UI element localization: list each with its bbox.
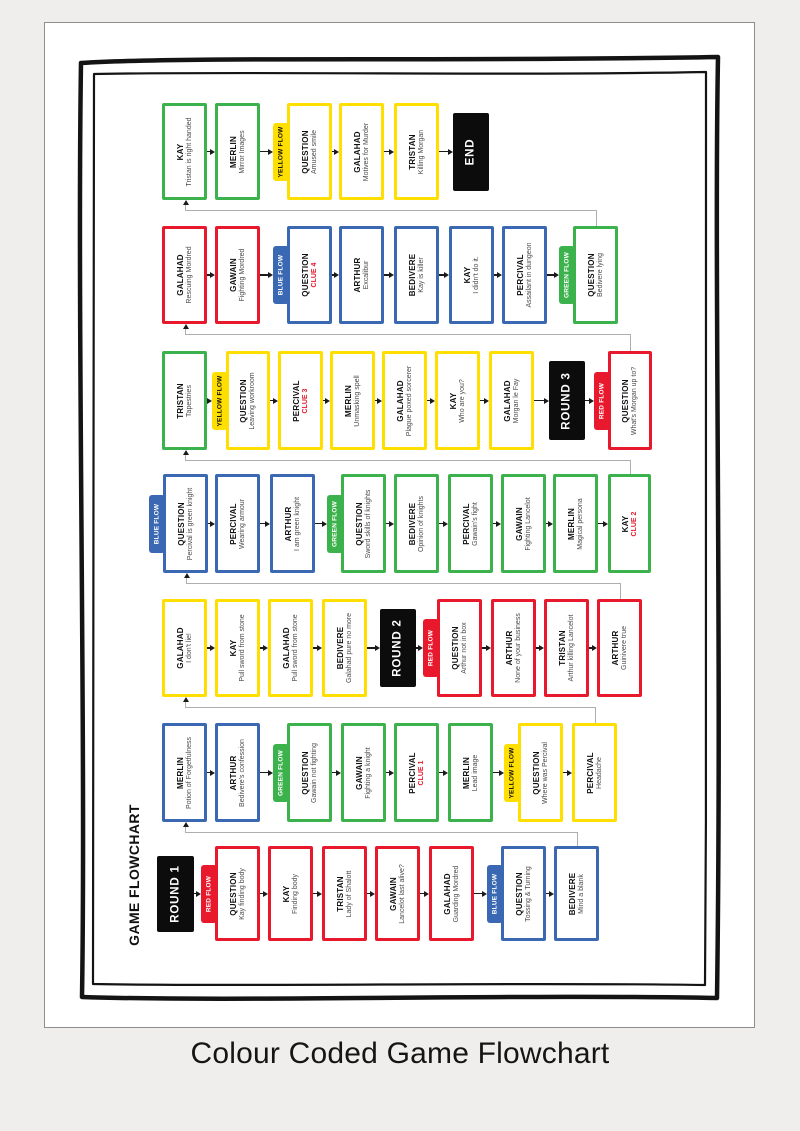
node-name: ARTHUR — [610, 630, 620, 666]
node-text — [587, 229, 605, 321]
node-name: END — [464, 138, 477, 166]
node-tristan — [162, 351, 207, 450]
node-text — [611, 602, 629, 694]
node-subtitle: Wearing armour — [238, 498, 246, 549]
node-galahad — [339, 103, 384, 200]
flow-tag-text — [206, 867, 213, 921]
node-tristan — [394, 103, 439, 200]
node-subtitle: Leaving workroom — [249, 371, 256, 430]
node-subtitle: Kay is killer — [417, 257, 425, 293]
round-round-2 — [380, 609, 416, 687]
node-subtitle: Unmasking spell — [353, 374, 361, 427]
node-merlin — [553, 474, 598, 573]
node-subtitle: CLUE 1 — [417, 760, 425, 785]
node-text — [503, 354, 521, 447]
image-caption: Colour Coded Game Flowchart — [190, 1037, 610, 1070]
flow-tag-label: RED FLOW — [598, 382, 606, 420]
node-name: MERLIN — [175, 756, 185, 789]
node-text — [621, 354, 639, 447]
node-text — [392, 612, 405, 684]
node-text — [451, 602, 469, 694]
node-subtitle: Potion of Forgetfulness — [185, 736, 193, 809]
node-subtitle: Killing Morgan — [417, 129, 425, 174]
node-percival — [215, 474, 260, 573]
node-text — [229, 602, 247, 694]
node-name: GALAHAD — [175, 254, 185, 296]
row-connector-horizontal — [185, 210, 597, 211]
node-tristan — [322, 846, 367, 941]
node-subtitle: Lady of Shalott — [345, 870, 353, 917]
node-name: KAY — [448, 392, 458, 409]
node-text — [561, 364, 574, 437]
node-subtitle: Excalibur — [362, 260, 370, 290]
flow-tag-blue-flow — [149, 495, 165, 553]
node-name: ARTHUR — [228, 755, 238, 790]
end-end — [453, 113, 489, 191]
node-subtitle: Assailant in dungeon — [525, 242, 533, 308]
node-name: ARTHUR — [504, 630, 514, 666]
node-name: PERCIVAL — [407, 751, 417, 794]
node-subtitle: I don't lie! — [185, 633, 193, 663]
flow-tag-red-flow — [201, 865, 217, 923]
node-name: MERLIN — [228, 135, 238, 168]
row-connector-vertical-dst — [185, 455, 186, 461]
node-name: TRISTAN — [407, 133, 417, 170]
arrow-up-icon — [183, 450, 189, 455]
node-subtitle: Tossing & Turning — [524, 865, 532, 922]
flow-tag-blue-flow — [487, 865, 503, 923]
node-text — [229, 477, 247, 570]
node-name: QUESTION — [228, 871, 238, 916]
row-connector-vertical-src — [596, 210, 597, 226]
round-round-3 — [549, 361, 585, 440]
node-text — [408, 477, 426, 570]
row-connector-vertical-dst — [185, 329, 186, 335]
node-name: GALAHAD — [395, 379, 405, 422]
node-text — [408, 726, 426, 819]
flow-tag-blue-flow — [273, 246, 289, 304]
node-question — [287, 723, 332, 822]
node-name: GALAHAD — [442, 872, 452, 915]
node-name: GALAHAD — [352, 130, 362, 173]
node-name: QUESTION — [176, 501, 186, 546]
node-text — [462, 726, 480, 819]
node-subtitle: Magical persona — [576, 497, 584, 550]
flow-tag-green-flow — [559, 246, 575, 304]
node-subtitle: I didn't do it. — [472, 256, 480, 294]
node-name: ARTHUR — [352, 257, 362, 293]
node-name: PERCIVAL — [291, 379, 301, 422]
node-subtitle: Tapestries — [185, 384, 193, 417]
node-name: QUESTION — [300, 129, 310, 174]
node-subtitle: Who are you? — [458, 378, 466, 423]
node-text — [355, 726, 373, 819]
node-name: ARTHUR — [283, 506, 293, 541]
node-text — [463, 229, 481, 321]
node-name: BEDIVERE — [335, 626, 345, 670]
node-name: PERCIVAL — [228, 502, 238, 545]
node-text — [169, 859, 182, 929]
node-text — [301, 726, 319, 819]
flow-tag-label: YELLOW FLOW — [216, 375, 224, 427]
node-text — [336, 849, 354, 938]
row-connector-horizontal — [185, 460, 631, 461]
node-text — [408, 106, 426, 197]
flow-tag-label: RED FLOW — [205, 875, 213, 913]
node-arthur — [491, 599, 536, 697]
flow-tag-text — [332, 497, 339, 551]
node-name: TRISTAN — [335, 875, 345, 912]
node-name: QUESTION — [354, 501, 364, 546]
node-gawain — [501, 474, 546, 573]
arrow-up-icon — [183, 324, 189, 329]
node-percival — [278, 351, 323, 450]
node-merlin — [448, 723, 493, 822]
node-name: QUESTION — [514, 871, 524, 916]
node-question — [437, 599, 482, 697]
node-name: KAY — [175, 143, 185, 160]
node-subtitle: Guarding Mordred — [452, 865, 460, 922]
node-text — [353, 106, 371, 197]
node-subtitle: CLUE 4 — [310, 262, 318, 288]
node-name: QUESTION — [300, 253, 310, 297]
node-kay — [215, 599, 260, 697]
node-name: ROUND 3 — [560, 371, 573, 430]
arrow-up-icon — [183, 200, 189, 205]
node-kay — [435, 351, 480, 450]
row-connector-horizontal — [185, 707, 596, 708]
flow-tag-label: YELLOW FLOW — [508, 747, 516, 799]
flow-tag-text — [599, 374, 606, 428]
node-subtitle: Rescuing Mordred — [185, 246, 193, 304]
row-connector-vertical-src — [630, 334, 631, 351]
node-galahad — [268, 599, 313, 697]
node-subtitle: Bedivere's confession — [238, 738, 246, 807]
node-subtitle: Percival is green knight — [186, 487, 194, 560]
node-text — [389, 849, 407, 938]
node-subtitle: Bedivere lying — [596, 253, 604, 297]
node-name: QUESTION — [621, 378, 630, 423]
node-name: PERCIVAL — [461, 502, 471, 545]
flow-tag-text — [509, 746, 516, 800]
node-name: GALAHAD — [502, 379, 512, 422]
node-subtitle: I am green knight — [293, 496, 301, 551]
node-text — [355, 477, 373, 570]
node-kay — [608, 474, 651, 573]
node-text — [408, 229, 426, 321]
flow-tag-text — [492, 867, 499, 921]
node-subtitle: Arthur killing Lancelot — [567, 614, 575, 682]
node-question — [501, 846, 546, 941]
node-gawain — [215, 226, 260, 324]
flow-tag-red-flow — [594, 372, 610, 430]
node-subtitle: Arthur not in box — [460, 622, 468, 674]
node-name: BEDIVERE — [407, 502, 417, 545]
node-text — [301, 229, 319, 321]
row-connector-horizontal — [185, 832, 578, 833]
node-arthur — [215, 723, 260, 822]
flow-tag-text — [154, 497, 161, 551]
node-text — [176, 354, 194, 447]
node-name: PERCIVAL — [585, 751, 595, 794]
flow-tag-label: YELLOW FLOW — [277, 126, 285, 178]
node-subtitle: Mind a blank — [577, 873, 585, 914]
node-percival — [572, 723, 617, 822]
node-subtitle: Kay finding body — [238, 867, 246, 920]
node-kay — [162, 103, 207, 200]
flow-tag-green-flow — [327, 495, 343, 553]
node-text — [336, 602, 354, 694]
flow-tag-yellow-flow — [212, 372, 228, 430]
flow-tag-yellow-flow — [273, 123, 289, 181]
node-name: PERCIVAL — [515, 254, 525, 296]
node-galahad — [489, 351, 534, 450]
row-connector-vertical-src — [595, 707, 596, 723]
node-merlin — [330, 351, 375, 450]
node-arthur — [270, 474, 315, 573]
row-connector-vertical-dst — [185, 702, 186, 708]
node-subtitle: Amused smile — [310, 129, 318, 174]
flow-tag-text — [278, 248, 285, 302]
flow-tag-text — [217, 374, 224, 428]
node-subtitle: Fighting a knight — [364, 746, 372, 799]
arrow-up-icon — [184, 573, 190, 578]
node-name: QUESTION — [300, 750, 310, 795]
flowchart-title-text: GAME FLOWCHART — [126, 804, 142, 946]
node-subtitle: Headache — [595, 756, 603, 789]
node-text — [505, 602, 523, 694]
node-subtitle: Sword skills of knights — [364, 489, 372, 558]
node-question — [573, 226, 618, 324]
node-text — [396, 354, 414, 447]
node-percival — [502, 226, 547, 324]
flow-tag-label: GREEN FLOW — [277, 749, 285, 797]
node-subtitle: Tristan is right handed — [185, 117, 193, 186]
node-kay — [449, 226, 494, 324]
flow-tag-label: BLUE FLOW — [491, 873, 499, 915]
node-subtitle: Where was Percival — [541, 741, 549, 804]
node-name: KAY — [462, 266, 472, 284]
node-name: GAWAIN — [354, 755, 364, 790]
node-question — [287, 226, 332, 324]
node-subtitle: Finding body — [291, 873, 299, 914]
node-subtitle: Lancelot last alive? — [398, 863, 406, 924]
node-name: MERLIN — [343, 384, 353, 417]
node-subtitle: None of your business — [514, 613, 522, 683]
node-name: GAWAIN — [228, 258, 238, 292]
node-text — [176, 106, 194, 197]
node-text — [586, 726, 604, 819]
node-text — [229, 726, 247, 819]
node-galahad — [429, 846, 474, 941]
node-text — [176, 229, 194, 321]
node-subtitle: Plague poxed sorcerer — [405, 365, 413, 436]
node-galahad — [162, 226, 207, 324]
node-name: BEDIVERE — [567, 872, 577, 915]
node-text — [558, 602, 576, 694]
node-question — [215, 846, 260, 941]
node-text — [282, 849, 300, 938]
row-connector-vertical-dst — [185, 205, 186, 211]
flow-tag-text — [278, 746, 285, 800]
node-name: TRISTAN — [557, 630, 567, 666]
node-question — [341, 474, 386, 573]
node-arthur — [597, 599, 642, 697]
node-subtitle: CLUE 2 — [630, 511, 638, 536]
node-name: GALAHAD — [281, 627, 291, 669]
node-text — [567, 477, 585, 570]
node-name: QUESTION — [586, 253, 596, 297]
node-galahad — [382, 351, 427, 450]
node-text — [229, 229, 247, 321]
node-text — [176, 726, 194, 819]
node-gawain — [341, 723, 386, 822]
node-text — [301, 106, 319, 197]
node-text — [462, 477, 480, 570]
node-name: ROUND 2 — [391, 619, 404, 677]
node-name: GAWAIN — [388, 876, 398, 911]
row-connector-horizontal — [185, 334, 631, 335]
node-name: QUESTION — [450, 626, 460, 670]
node-name: GAWAIN — [514, 506, 524, 541]
node-text — [515, 477, 533, 570]
node-text — [229, 106, 247, 197]
flow-tag-text — [428, 621, 435, 675]
node-subtitle: Motives for Murder — [362, 122, 370, 181]
node-name: KAY — [281, 885, 291, 902]
row-connector-vertical-src — [577, 832, 578, 846]
node-name: ROUND 1 — [169, 865, 181, 923]
node-name: MERLIN — [461, 756, 471, 789]
node-text — [443, 849, 461, 938]
node-percival — [394, 723, 439, 822]
node-subtitle: Gawain not fighting — [310, 742, 318, 803]
flow-tag-label: BLUE FLOW — [277, 254, 285, 296]
node-subtitle: Fighting Mordred — [238, 248, 246, 302]
node-question — [287, 103, 332, 200]
node-text — [532, 726, 550, 819]
node-merlin — [162, 723, 207, 822]
node-text — [449, 354, 467, 447]
node-name: KAY — [620, 515, 630, 532]
node-text — [282, 602, 300, 694]
node-percival — [448, 474, 493, 573]
node-name: KAY — [228, 639, 238, 657]
node-name: QUESTION — [239, 378, 248, 423]
node-name: MERLIN — [566, 507, 576, 540]
node-text — [344, 354, 362, 447]
node-subtitle: Fighting Lancelot — [524, 496, 532, 551]
node-kay — [268, 846, 313, 941]
node-text — [239, 354, 257, 447]
node-text — [177, 477, 195, 570]
node-galahad — [162, 599, 207, 697]
node-subtitle: Pull sword from stone — [291, 614, 299, 682]
node-subtitle: What's Morgan up to? — [631, 366, 638, 435]
flow-tag-label: GREEN FLOW — [331, 500, 339, 548]
node-question — [518, 723, 563, 822]
node-bedivere — [322, 599, 367, 697]
node-gawain — [375, 846, 420, 941]
flow-tag-label: BLUE FLOW — [153, 503, 161, 545]
node-subtitle: Galahad pure no more — [345, 612, 353, 684]
flow-tag-text — [564, 248, 571, 302]
flow-tag-label: GREEN FLOW — [563, 251, 571, 299]
node-subtitle: Gawain's fight — [471, 501, 479, 546]
arrow-up-icon — [183, 697, 189, 702]
node-text — [292, 354, 310, 447]
node-question — [226, 351, 270, 450]
node-arthur — [339, 226, 384, 324]
node-text — [568, 849, 586, 938]
arrow-up-icon — [183, 822, 189, 827]
node-subtitle: Mirror Images — [238, 129, 246, 174]
node-tristan — [544, 599, 589, 697]
node-subtitle: Opinion of knights — [417, 495, 425, 552]
document-page — [44, 22, 755, 1028]
node-text — [516, 229, 534, 321]
node-name: BEDIVERE — [407, 253, 417, 297]
row-connector-vertical-src — [630, 460, 631, 474]
node-text — [465, 116, 478, 188]
row-connector-vertical-dst — [186, 578, 187, 584]
round-round-1 — [157, 856, 194, 932]
node-subtitle: Guinivere true — [620, 626, 628, 670]
flow-tag-green-flow — [273, 744, 289, 802]
node-merlin — [215, 103, 260, 200]
node-subtitle: CLUE 3 — [301, 388, 309, 413]
node-name: TRISTAN — [175, 382, 185, 419]
node-text — [353, 229, 371, 321]
row-connector-vertical-dst — [185, 827, 186, 833]
node-text — [621, 477, 639, 570]
row-connector-vertical-src — [620, 583, 621, 599]
node-subtitle: Pull sword from stone — [238, 614, 246, 682]
node-subtitle: Lead image — [471, 754, 479, 791]
node-name: QUESTION — [531, 750, 541, 795]
node-text — [284, 477, 302, 570]
node-bedivere — [394, 226, 439, 324]
node-name: GALAHAD — [175, 627, 185, 669]
flow-tag-text — [278, 125, 285, 179]
flow-tag-label: RED FLOW — [427, 629, 435, 667]
node-bedivere — [554, 846, 599, 941]
node-question — [608, 351, 652, 450]
node-text — [176, 602, 194, 694]
node-question — [163, 474, 208, 573]
node-bedivere — [394, 474, 439, 573]
node-text — [229, 849, 247, 938]
flow-tag-yellow-flow — [504, 744, 520, 802]
flow-tag-red-flow — [423, 619, 439, 677]
row-connector-horizontal — [186, 583, 621, 584]
node-subtitle: Morgan le Fay — [512, 378, 520, 423]
node-text — [515, 849, 533, 938]
